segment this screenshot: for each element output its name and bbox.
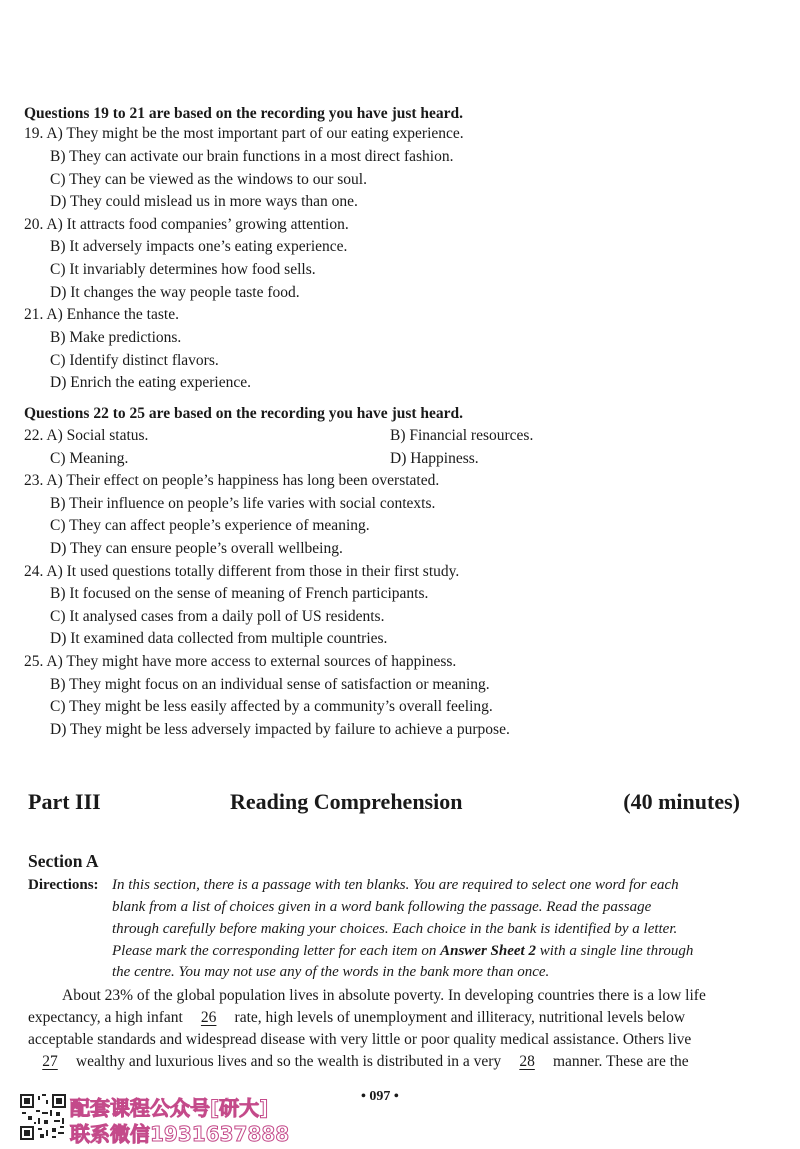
option-24b: B) It focused on the sense of meaning of French participants. [50,585,429,602]
question-25: 25. A) They might have more access to external sources of happiness. [24,653,457,670]
option-22d: D) Happiness. [390,450,479,467]
part-heading [28,789,740,821]
option-19d: D) They could mislead us in more ways than one. [50,193,358,210]
option-19c: C) They can be viewed as the windows to our soul. [50,171,367,188]
qr-code-icon [20,1094,66,1140]
blank-28: 28 [519,1053,535,1070]
passage-line-2: expectancy, a high infant 26 rate, high levels of unemployment and illiteracy, nutritional levels below [28,1009,686,1026]
question-23: 23. A) Their effect on people’s happiness has long been overstated. [24,472,440,489]
option-21c: C) Identify distinct flavors. [50,352,219,369]
section-title: Section A [28,851,99,871]
question-22: 22. A) Social status. [24,427,149,444]
directions-line-4: Please mark the corresponding letter for each item on Answer Sheet 2 with a single line through [112,943,694,959]
option-23d: D) They can ensure people’s overall wellbeing. [50,540,343,557]
question-24: 24. A) It used questions totally different from those in their first study. [24,563,460,580]
option-25d: D) They might be less adversely impacted by failure to achieve a purpose. [50,721,510,738]
passage-line-3: acceptable standards and widespread disease with very little or poor quality medical assistance. Others live [28,1031,692,1048]
questions-19-21-heading: Questions 19 to 21 are based on the recording you have just heard. [24,105,464,122]
option-19b: B) They can activate our brain functions in a most direct fashion. [50,148,454,165]
option-22c: C) Meaning. [50,450,129,467]
option-24d: D) It examined data collected from multiple countries. [50,630,388,647]
part-label: Part III [28,789,101,814]
answer-sheet-ref: Answer Sheet 2 [440,943,536,959]
option-23c: C) They can affect people’s experience of meaning. [50,517,370,534]
directions-line-2: blank from a list of choices given in a word bank following the passage. Read the passage [112,899,652,915]
part-title: Reading Comprehension [230,789,463,814]
blank-26: 26 [200,1009,217,1026]
option-20d: D) It changes the way people taste food. [50,284,300,301]
option-20b: B) It adversely impacts one’s eating experience. [50,238,348,255]
questions-22-25-heading: Questions 22 to 25 are based on the recording you have just heard. [24,405,464,422]
option-25b: B) They might focus on an individual sense of satisfaction or meaning. [50,676,490,693]
option-25c: C) They might be less easily affected by a community’s overall feeling. [50,698,493,715]
option-24c: C) It analysed cases from a daily poll of US residents. [50,608,385,625]
directions-label: Directions: [28,877,99,893]
option-22b: B) Financial resources. [390,427,534,444]
passage-line-4: 27 wealthy and luxurious lives and so the wealth is distributed in a very 28 manner. These are the [28,1053,689,1071]
question-20: 20. A) It attracts food companies’ growing attention. [24,216,349,233]
directions-line-1: In this section, there is a passage with ten blanks. You are required to select one word for each [112,877,679,893]
option-23b: B) Their influence on people’s life varies with social contexts. [50,495,436,512]
passage-line-1: About 23% of the global population lives in absolute poverty. In developing countries there is a low life [62,987,706,1004]
blank-27: 27 [42,1053,58,1070]
watermark-line-1: 配套课程公众号[研大] [70,1096,269,1120]
option-21d: D) Enrich the eating experience. [50,374,251,391]
watermark-line-2: 联系微信1931637888 [70,1122,290,1146]
part-time: (40 minutes) [623,789,740,814]
option-21b: B) Make predictions. [50,329,182,346]
directions-line-5: the centre. You may not use any of the words in the bank more than once. [112,964,550,980]
page-number: • 097 • [361,1089,399,1104]
option-20c: C) It invariably determines how food sells. [50,261,316,278]
question-19: 19. A) They might be the most important part of our eating experience. [24,125,464,142]
question-21: 21. A) Enhance the taste. [24,306,179,323]
directions-line-3: through carefully before making your choices. Each choice in the bank is identified by a letter. [112,921,678,937]
